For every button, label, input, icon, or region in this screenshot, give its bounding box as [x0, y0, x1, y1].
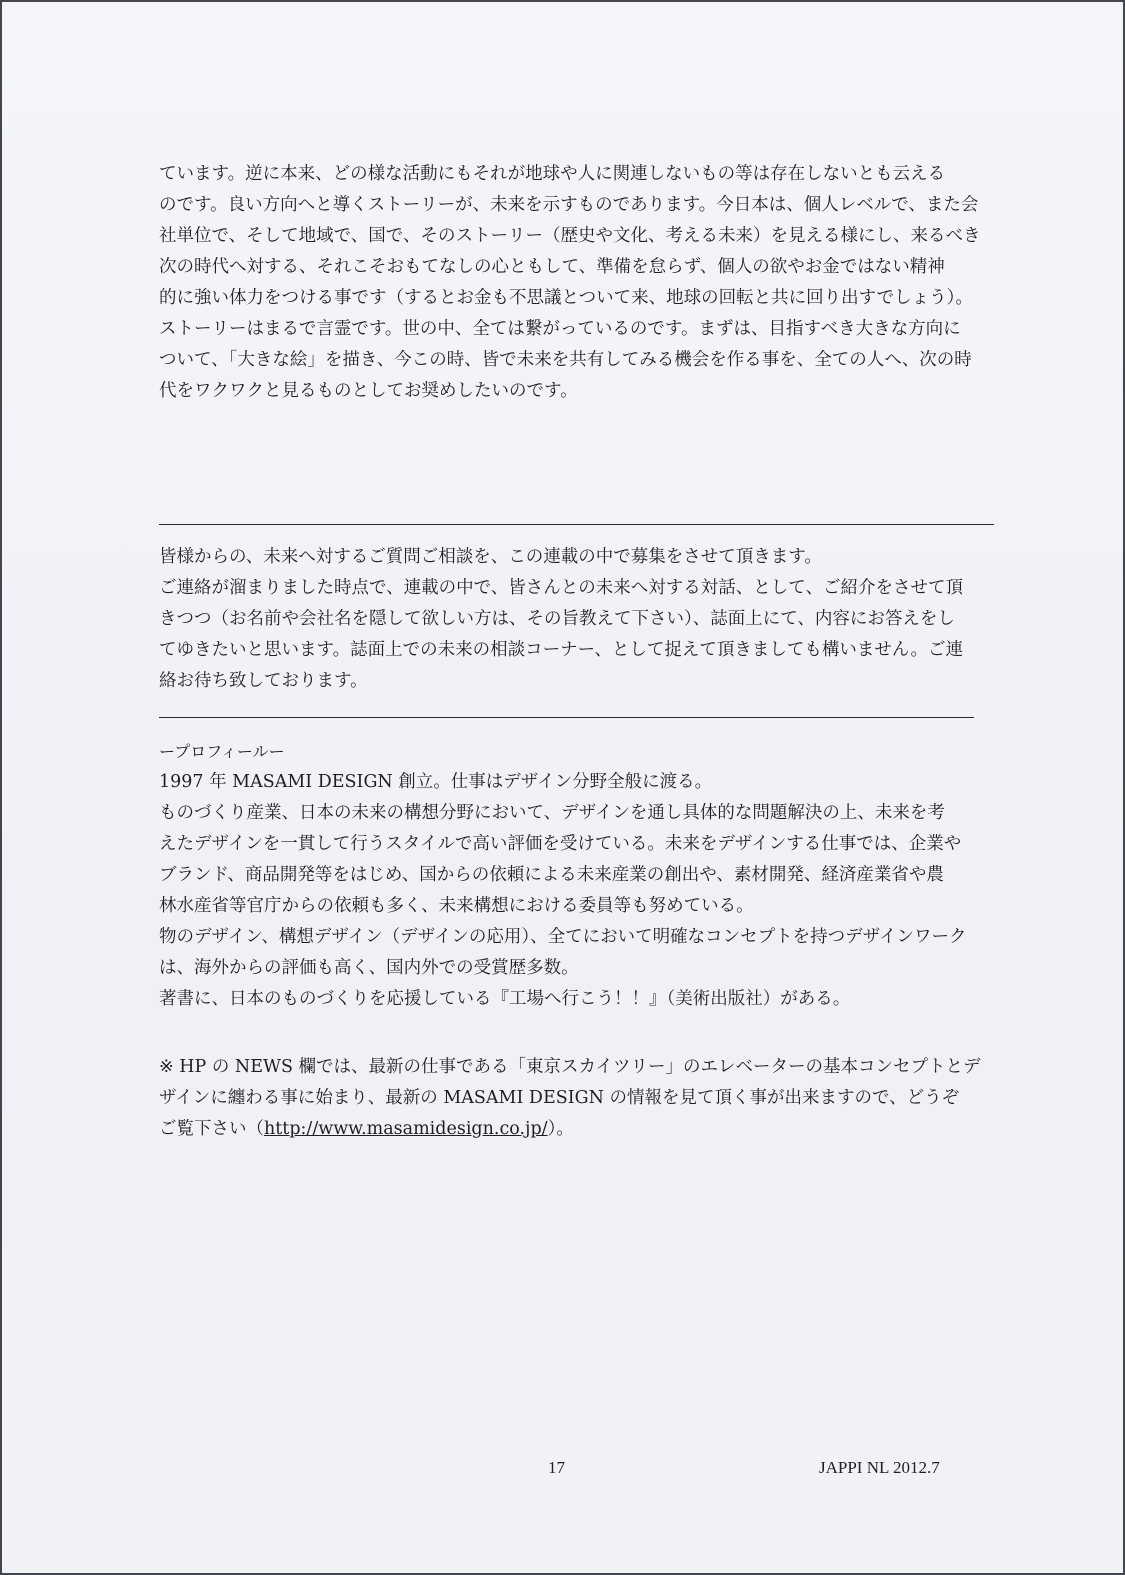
body-line: のです。良い方向へと導くストーリーが、未来を示すものであります。今日本は、個人レベルで、また会: [159, 195, 979, 215]
body-line: ストーリーはまるで言霊です。世の中、全ては繋がっているのです。まずは、目指すべき大きな方向に: [159, 319, 961, 339]
notice-line: 皆様からの、未来へ対するご質問ご相談を、この連載の中で募集をさせて頂きます。: [159, 547, 822, 567]
note-line: ※ HP の NEWS 欄では、最新の仕事である「東京スカイツリー」のエレベーターの基本コンセプトとデ: [159, 1057, 981, 1077]
profile-line: ものづくり産業、日本の未来の構想分野において、デザインを通し具体的な問題解決の上、未来を考: [159, 803, 945, 823]
notice-line: てゆきたいと思います。誌面上での未来の相談コーナー、として捉えて頂きましても構いません。ご連: [159, 640, 963, 660]
note-suffix: ）。: [547, 1119, 574, 1139]
body-line: ています。逆に本来、どの様な活動にもそれが地球や人に関連しないもの等は存在しないとも云える: [159, 164, 946, 184]
profile-section: [159, 736, 1001, 1015]
notice-paragraph: [159, 542, 1001, 691]
profile-line: は、海外からの評価も高く、国内外での受賞歴多数。: [159, 958, 579, 978]
profile-heading: ープロフィールー: [159, 742, 285, 761]
note-line-3: [159, 1114, 1001, 1145]
note-prefix: ご覧下さい（: [159, 1119, 264, 1139]
profile-line: 物のデザイン、構想デザイン（デザインの応用）、全てにおいて明確なコンセプトを持つデザインワーク: [159, 927, 967, 947]
page-number: 17: [548, 1458, 565, 1477]
body-line: 的に強い体力をつける事です（するとお金も不思議とついて来、地球の回転と共に回り出すでしょう）。: [159, 288, 973, 308]
website-link[interactable]: http://www.masamidesign.co.jp/: [264, 1119, 548, 1139]
profile-line: 著書に、日本のものづくりを応援している『工場へ行こう！！』（美術出版社）がある。: [159, 989, 851, 1009]
profile-line: ブランド、商品開発等をはじめ、国からの依頼による未来産業の創出や、素材開発、経済産業省や農: [159, 865, 944, 885]
notice-line: ご連絡が溜まりました時点で、連載の中で、皆さんとの未来へ対する対話、として、ご紹介をさせて頂: [159, 578, 963, 598]
profile-line: 1997 年 MASAMI DESIGN 創立。仕事はデザイン分野全般に渡る。: [159, 772, 713, 792]
body-line: ついて、「大きな絵」を描き、今この時、皆で未来を共有してみる機会を作る事を、全ての人へ、次の時: [159, 350, 972, 370]
note-line: ザインに纏わる事に始まり、最新の MASAMI DESIGN の情報を見て頂く事が出来ますので、どうぞ: [159, 1088, 960, 1108]
body-line: 社単位で、そして地域で、国で、そのストーリー（歴史や文化、考える未来）を見える様にし、来るべき: [159, 226, 981, 246]
publication-label: JAPPI NL 2012.7: [819, 1458, 940, 1477]
divider-bottom: [159, 717, 974, 718]
notice-line: きつつ（お名前や会社名を隠して欲しい方は、その旨教えて下さい）、誌面上にて、内容にお答えをし: [159, 609, 955, 629]
profile-line: えたデザインを一貫して行うスタイルで高い評価を受けている。未来をデザインする仕事では、企業や: [159, 834, 962, 854]
body-paragraph: [159, 159, 1001, 407]
profile-line: 林水産省等官庁からの依頼も多く、未来構想における委員等も努めている。: [159, 896, 754, 916]
body-line: 代をワクワクと見るものとしてお奨めしたいのです。: [159, 381, 578, 401]
divider-top: [159, 524, 994, 525]
notice-line: 絡お待ち致しております。: [159, 671, 368, 691]
website-note: [159, 1052, 1001, 1145]
body-line: 次の時代へ対する、それこそおもてなしの心ともして、準備を怠らず、個人の欲やお金ではない精神: [159, 257, 945, 277]
